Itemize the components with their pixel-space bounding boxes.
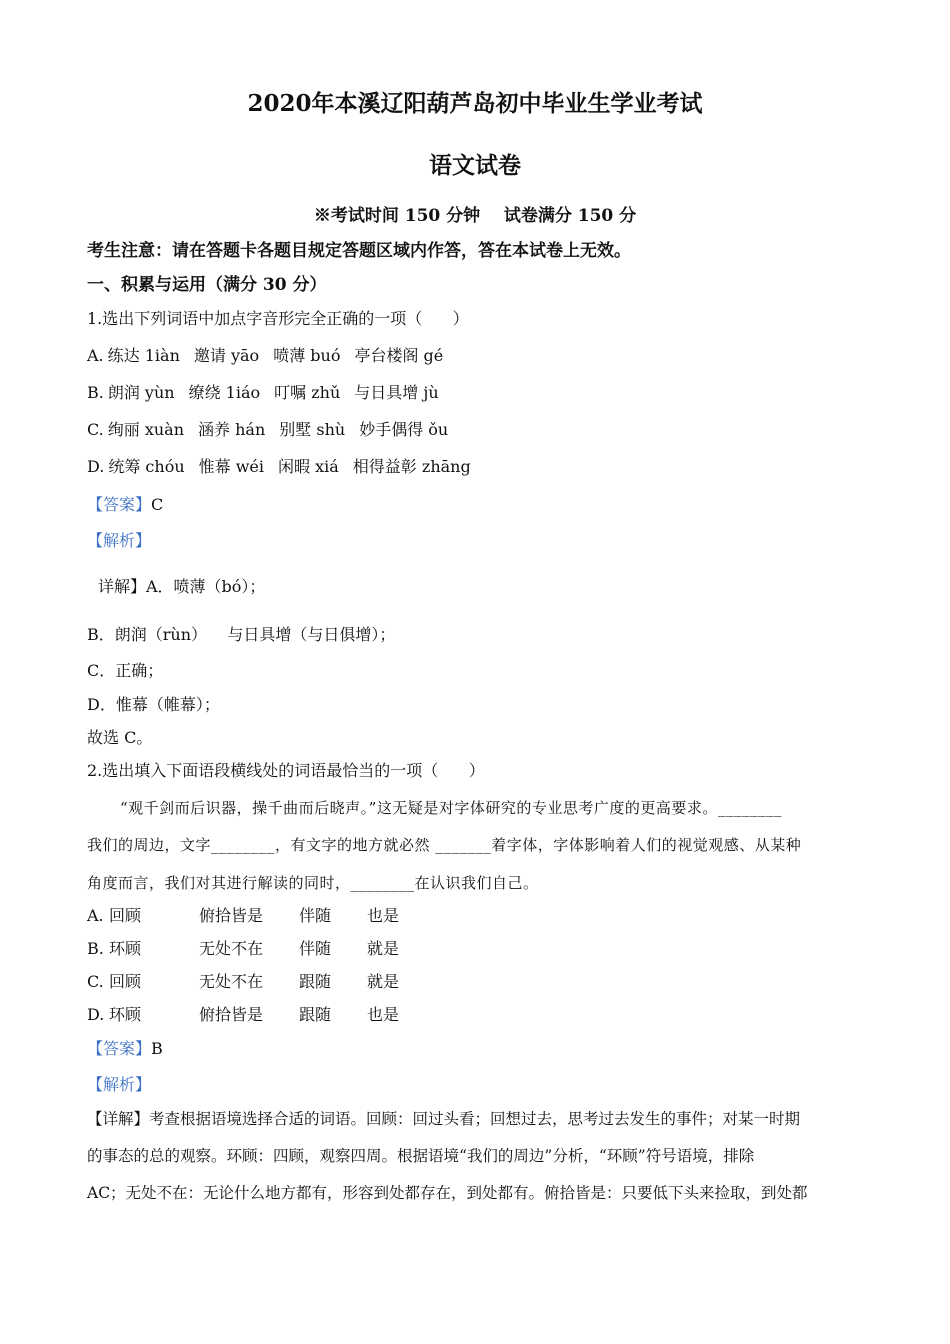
section-heading: 一、积累与运用（满分 30 分） <box>87 275 327 295</box>
exam-subtitle: 语文试卷 <box>429 152 521 179</box>
q2-option-b: B. 环顾 无处不在 伴随 就是 <box>87 939 400 958</box>
q1-option-c: C. 绚丽 xuàn 涵养 hán 别墅 shù 妙手偶得 ǒu <box>87 420 449 439</box>
q2-detail-3: AC；无处不在：无论什么地方都有，形容到处都存在，到处都有。俯拾皆是：只要低下头来捡取，到处都 <box>87 1184 808 1202</box>
q2-passage-2: 我们的周边，文字________，有文字的地方就必然 _______着字体，字体影响着人们的视觉观感、从某种 <box>87 836 802 854</box>
exam-info: ※考试时间 150 分钟 试卷满分 150 分 <box>313 206 637 226</box>
q1-option-a: A. 练达 1iàn 邀请 yāo 喷薄 buó 亭台楼阁 gé <box>87 346 444 365</box>
question-1: 1.选出下列词语中加点字音形完全正确的一项（ ） <box>87 309 469 328</box>
q1-detail-1: 详解】A．喷薄（bó）； <box>98 577 266 596</box>
q2-passage-3: 角度而言，我们对其进行解读的同时，________在认识我们自己。 <box>87 874 539 892</box>
q1-option-d: D. 统筹 chóu 惟幕 wéi 闲暇 xiá 相得益彰 zhāng <box>87 457 471 476</box>
q2-option-c: C. 回顾 无处不在 跟随 就是 <box>87 972 400 991</box>
q1-detail-5: 故选 C。 <box>87 728 153 747</box>
q1-analysis-tag: 【解析】 <box>87 531 152 550</box>
question-2: 2.选出填入下面语段横线处的词语最恰当的一项（ ） <box>87 761 485 780</box>
q1-detail-3: C．正确； <box>87 661 164 680</box>
q2-detail-2: 的事态的总的观察。环顾：四顾，观察四周。根据语境“我们的周边”分析，“环顾”符号语境，排除 <box>87 1147 755 1165</box>
exam-notice: 考生注意：请在答题卡各题目规定答题区域内作答，答在本试卷上无效。 <box>87 241 631 261</box>
q1-detail-2: B．朗润（rùn） 与日具增（与日俱增）； <box>87 625 396 644</box>
exam-title: 2020年本溪辽阳葫芦岛初中毕业生学业考试 <box>247 90 703 117</box>
q2-option-d: D. 环顾 俯拾皆是 跟随 也是 <box>87 1005 400 1024</box>
q2-answer: 【答案】B <box>87 1039 163 1058</box>
q1-detail-4: D．惟幕（帷幕）； <box>87 695 220 714</box>
q1-answer: 【答案】C <box>87 495 164 514</box>
q2-passage-1: “观千剑而后识器，操千曲而后晓声。”这无疑是对字体研究的专业思考广度的更高要求。________ <box>120 799 782 817</box>
q2-option-a: A. 回顾 俯拾皆是 伴随 也是 <box>87 906 400 925</box>
q2-detail-1: 【详解】考查根据语境选择合适的词语。回顾：回过头看；回想过去，思考过去发生的事件；对某一时期 <box>87 1110 801 1128</box>
q1-option-b: B. 朗润 yùn 缭绕 1iáo 叮嘱 zhǔ 与日具增 jù <box>87 383 439 402</box>
q2-analysis-tag: 【解析】 <box>87 1075 152 1094</box>
